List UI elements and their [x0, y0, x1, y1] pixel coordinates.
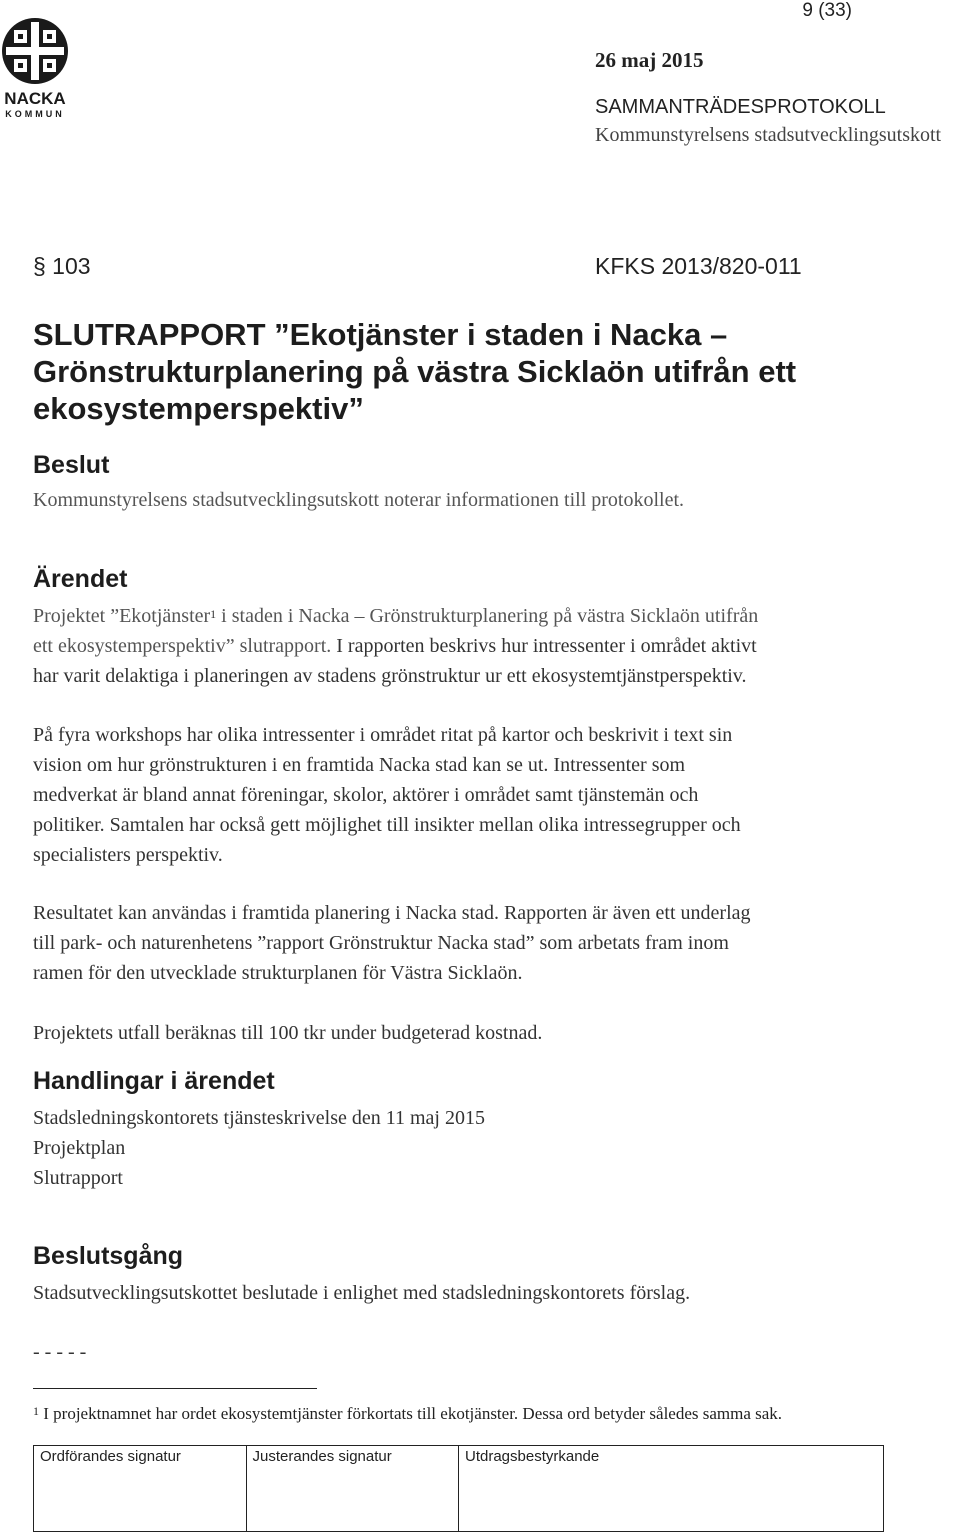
adjuster-signature-label: Justerandes signatur — [252, 1448, 392, 1465]
handling-item: Projektplan — [33, 1137, 126, 1159]
meeting-date: 26 maj 2015 — [595, 48, 704, 72]
page-number: 9 (33) — [802, 0, 852, 21]
footnote-ref: 1 — [210, 607, 217, 621]
title-line-3: ekosystemperspektiv” — [33, 391, 364, 426]
handling-item: Slutrapport — [33, 1167, 123, 1189]
chair-signature-cell — [34, 1446, 247, 1532]
arendet-p2: På fyra workshops har olika intressenter i området ritat på kartor och beskrivit i text sin vision om hur grönstrukturen i en framtida Nacka stad kan se ut. Intressenter som medverkat är bland annat föreningar, skolor, aktörer i området samt tjänstemän och politiker. Samtalen har också gett möjlighet till insikter mellan olika intressegrupper och specialisters perspektiv. — [33, 724, 741, 866]
protocol-type: SAMMANTRÄDESPROTOKOLL — [595, 96, 886, 118]
case-number: KFKS 2013/820-011 — [595, 253, 802, 279]
certifier-cell — [459, 1446, 884, 1532]
handlingar-list — [33, 1103, 485, 1193]
logo-text-kommun: KOMMUN — [5, 109, 65, 119]
beslutsgang-text: Stadsutvecklingsutskottet beslutade i enlighet med stadsledningskontorets förslag. — [33, 1282, 691, 1304]
arendet-p3: Resultatet kan användas i framtida planering i Nacka stad. Rapporten är även ett underlag till park- och naturenhetens ”rapport Grönstruktur Nacka stad” som arbetats fram inom ramen för den utvecklade strukturplanen för Västra Sicklaön. — [33, 902, 751, 984]
arendet-p4: Projektets utfall beräknas till 100 tkr under budgeterad kostnad. — [33, 1022, 543, 1044]
title-line-2: Grönstrukturplanering på västra Sicklaön utifrån ett — [33, 354, 797, 389]
nacka-logo — [0, 16, 72, 120]
adjuster-signature-cell — [246, 1446, 459, 1532]
handling-item: Stadsledningskontorets tjänsteskrivelse den 11 maj 2015 — [33, 1107, 485, 1129]
separator-dashes: - - - - - — [33, 1341, 87, 1363]
heading-arendet: Ärendet — [33, 565, 128, 593]
committee-name: Kommunstyrelsens stadsutvecklingsutskott — [595, 124, 942, 146]
paragraph-number: § 103 — [33, 253, 91, 279]
arendet-p1: Projektet ”Ekotjänster$^1$ i staden i Nacka – Grönstrukturplanering på västra Sicklaön utifrån ett ekosystemperspektiv” slutrapport. I rapporten beskrivs hur intressenter i området aktivt har varit delaktiga i planeringen av stadens grönstruktur ur ett ekosystemtjänstperspektiv. — [33, 605, 759, 687]
document-title — [33, 316, 796, 427]
heading-beslut: Beslut — [33, 451, 110, 479]
certifier-label: Utdragsbestyrkande — [465, 1448, 600, 1465]
heading-beslutsgang: Beslutsgång — [33, 1242, 184, 1270]
chair-signature-label: Ordförandes signatur — [40, 1448, 181, 1465]
title-line-1: SLUTRAPPORT ”Ekotjänster i staden i Nacka – — [33, 317, 728, 352]
heading-handlingar: Handlingar i ärendet — [33, 1067, 275, 1095]
beslut-text: Kommunstyrelsens stadsutvecklingsutskott noterar informationen till protokollet. — [33, 489, 685, 511]
logo-text-nacka: NACKA — [4, 89, 66, 108]
footnote-rule — [33, 1388, 317, 1389]
footnote: $^1$ I projektnamnet har ordet ekosystemtjänster förkortats till ekotjänster. Dessa ord betyder således samma sak. — [33, 1404, 783, 1423]
footnote-marker: 1 — [33, 1404, 39, 1418]
signature-table — [33, 1445, 884, 1532]
